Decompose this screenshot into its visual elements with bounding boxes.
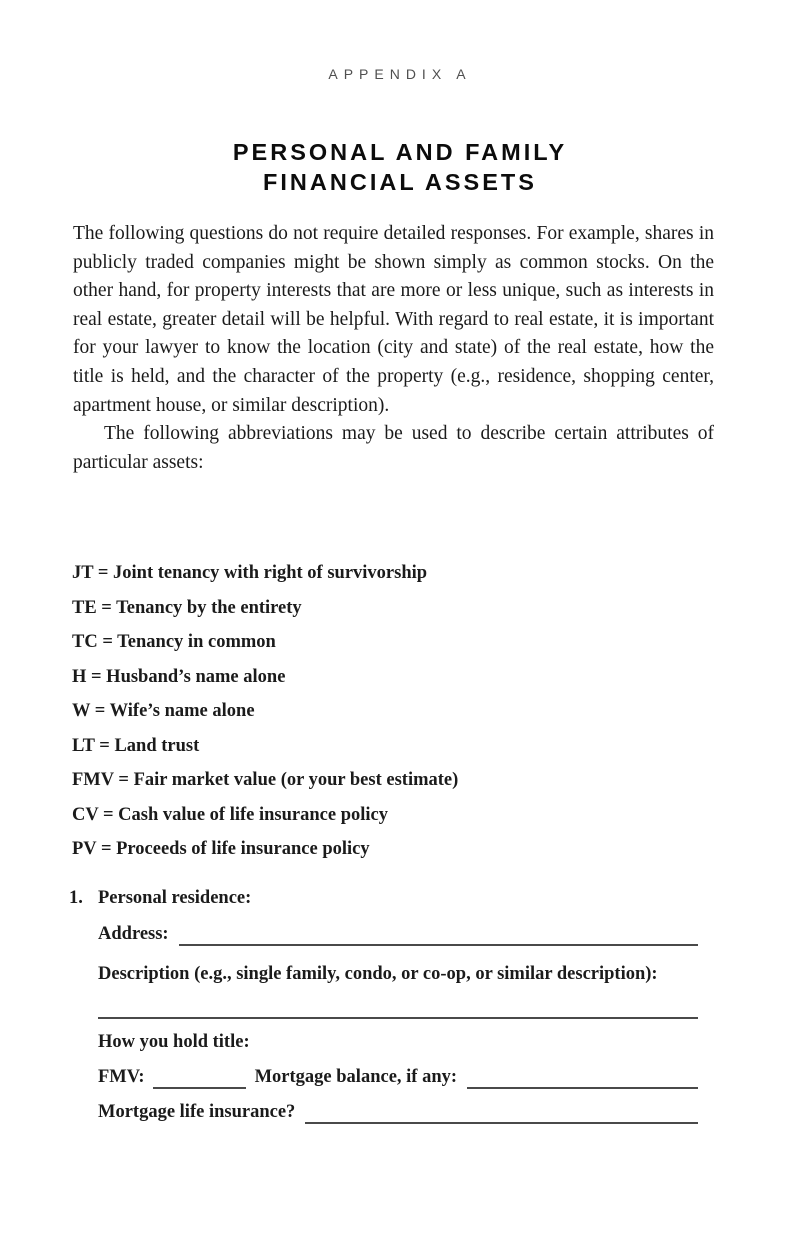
abbreviation-item-lt: LT = Land trust: [72, 735, 200, 756]
item-number: 1.: [69, 888, 83, 908]
page-title-line-1: PERSONAL AND FAMILY: [232, 139, 568, 165]
abbreviation-list: [72, 556, 726, 867]
abbreviation-item-te: TE = Tenancy by the entirety: [72, 597, 302, 618]
abbreviation-item-jt: JT = Joint tenancy with right of survivorship: [72, 563, 428, 583]
address-input-line[interactable]: [179, 922, 698, 946]
fmv-row: [98, 1065, 698, 1089]
page-title-line-2: FINANCIAL ASSETS: [263, 169, 537, 195]
abbreviation-item-tc: TC = Tenancy in common: [72, 632, 276, 652]
abbreviation-item-h: H = Husband’s name alone: [72, 666, 286, 687]
intro-paragraph-1: The following questions do not require detailed responses. For example, shares in publicly traded companies might be shown simply as common stocks. On the other hand, for property interests that are more or less unique, such as interests in real estate, greater detail will be helpful. With regard to real estate, it is important for your lawyer to know the location (city and state) of the real estate, how the title is held, and the character of the property (e.g., residence, shopping center, apartment house, or similar description).: [73, 223, 714, 416]
hold-title-row: [98, 1030, 698, 1054]
fmv-label: FMV:: [98, 1067, 145, 1087]
address-row: [98, 922, 698, 946]
form-item-1-heading: [69, 886, 698, 910]
fmv-input-line[interactable]: [153, 1065, 246, 1089]
address-label: Address:: [98, 924, 169, 944]
mortgage-life-insurance-label: Mortgage life insurance?: [98, 1102, 296, 1122]
running-head: APPENDIX A: [328, 66, 472, 82]
mortgage-life-insurance-input-line[interactable]: [305, 1100, 698, 1124]
abbreviation-item-pv: PV = Proceeds of life insurance policy: [72, 839, 370, 859]
mortgage-insurance-row: [98, 1100, 698, 1124]
intro-paragraph-2: The following abbreviations may be used to describe certain attributes of particular assets:: [73, 423, 714, 473]
hold-title-label: How you hold title:: [98, 1032, 250, 1052]
description-input-line[interactable]: [98, 1017, 698, 1019]
mortgage-balance-input-line[interactable]: [467, 1065, 698, 1089]
intro-text: [73, 220, 714, 477]
abbreviation-item-cv: CV = Cash value of life insurance policy: [72, 804, 388, 825]
mortgage-balance-label: Mortgage balance, if any:: [254, 1067, 458, 1087]
abbreviation-item-w: W = Wife’s name alone: [72, 701, 255, 721]
description-label: Description (e.g., single family, condo, or co-op, or similar description):: [98, 964, 658, 984]
page-title: [0, 137, 800, 197]
item-title: Personal residence:: [98, 888, 252, 908]
form-item-1: [69, 886, 698, 1124]
abbreviation-item-fmv: FMV = Fair market value (or your best estimate): [72, 770, 459, 790]
